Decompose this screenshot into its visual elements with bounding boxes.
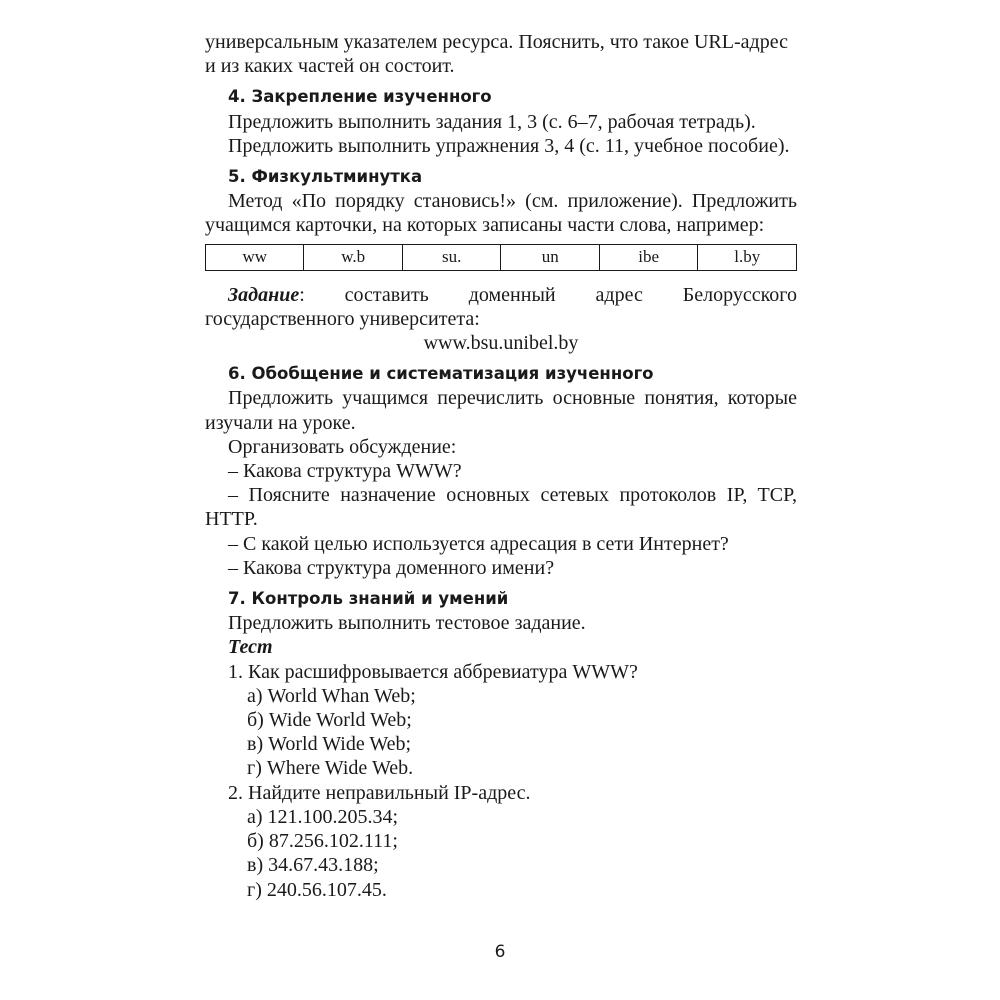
word-cards-table [205, 244, 797, 271]
intro-line-2: и из каких частей он состоит. [205, 55, 455, 78]
answer-option: в) World Wide Web; [247, 733, 412, 756]
test-question-2: 2. Найдите неправильный IP-адрес. [228, 781, 531, 804]
answer-option: б) Wide World Web; [247, 709, 412, 732]
task-paragraph [205, 283, 797, 331]
test-label: Тест [228, 636, 273, 659]
answer-option: б) 87.256.102.111; [247, 830, 398, 853]
discussion-question: – Какова структура WWW? [228, 460, 462, 483]
page-number: 6 [494, 942, 506, 962]
section-4-line-1: Предложить выполнить задания 1, 3 (с. 6–7, рабочая тетрадь). [228, 110, 756, 133]
card: ibe [599, 244, 697, 270]
discussion-question: – Какова структура доменного имени? [228, 556, 555, 579]
answer-option: а) World Whan Web; [247, 684, 416, 707]
section-6-text: Предложить учащимся перечислить основные понятия, которые изучали на уроке. [205, 387, 797, 434]
answer-option: а) 121.100.205.34; [247, 805, 399, 828]
section-5-text: Метод «По порядку становись!» (см. приложение). Предложить учащимся карточки, на которых записаны части слова, например: [205, 190, 797, 237]
discussion-question: – С какой целью используется адресация в сети Интернет? [228, 532, 729, 555]
card: ww [206, 244, 304, 270]
discussion-question: – Поясните назначение основных сетевых протоколов IP, TCP, HTTP. [205, 484, 797, 531]
test-question-1: 1. Как расшифровывается аббревиатура WWW? [228, 660, 638, 683]
section-5-heading: 5. Физкультминутка [228, 167, 423, 187]
answer-option: г) Where Wide Web. [247, 757, 414, 780]
answer-option: г) 240.56.107.45. [247, 878, 387, 901]
answer-option: в) 34.67.43.188; [247, 854, 379, 877]
card: w.b [304, 244, 402, 270]
section-7-text: Предложить выполнить тестовое задание. [228, 612, 586, 635]
section-6-heading: 6. Обобщение и систематизация изученного [228, 364, 654, 384]
card: l.by [698, 244, 797, 270]
page-content [205, 30, 797, 902]
domain-answer: www.bsu.unibel.by [423, 332, 579, 355]
discussion-label: Организовать обсуждение: [228, 435, 457, 458]
task-text: : составить доменный адрес Белорусского государственного университета: [205, 283, 797, 330]
task-label: Задание [228, 283, 300, 306]
card: su. [402, 244, 500, 270]
section-7-heading: 7. Контроль знаний и умений [228, 589, 509, 609]
section-4-heading: 4. Закрепление изученного [228, 87, 492, 107]
intro-line-1: универсальным указателем ресурса. Пояснить, что такое URL-адрес [205, 31, 788, 53]
section-4-line-2: Предложить выполнить упражнения 3, 4 (с. 11, учебное пособие). [228, 134, 790, 157]
card: un [501, 244, 599, 270]
